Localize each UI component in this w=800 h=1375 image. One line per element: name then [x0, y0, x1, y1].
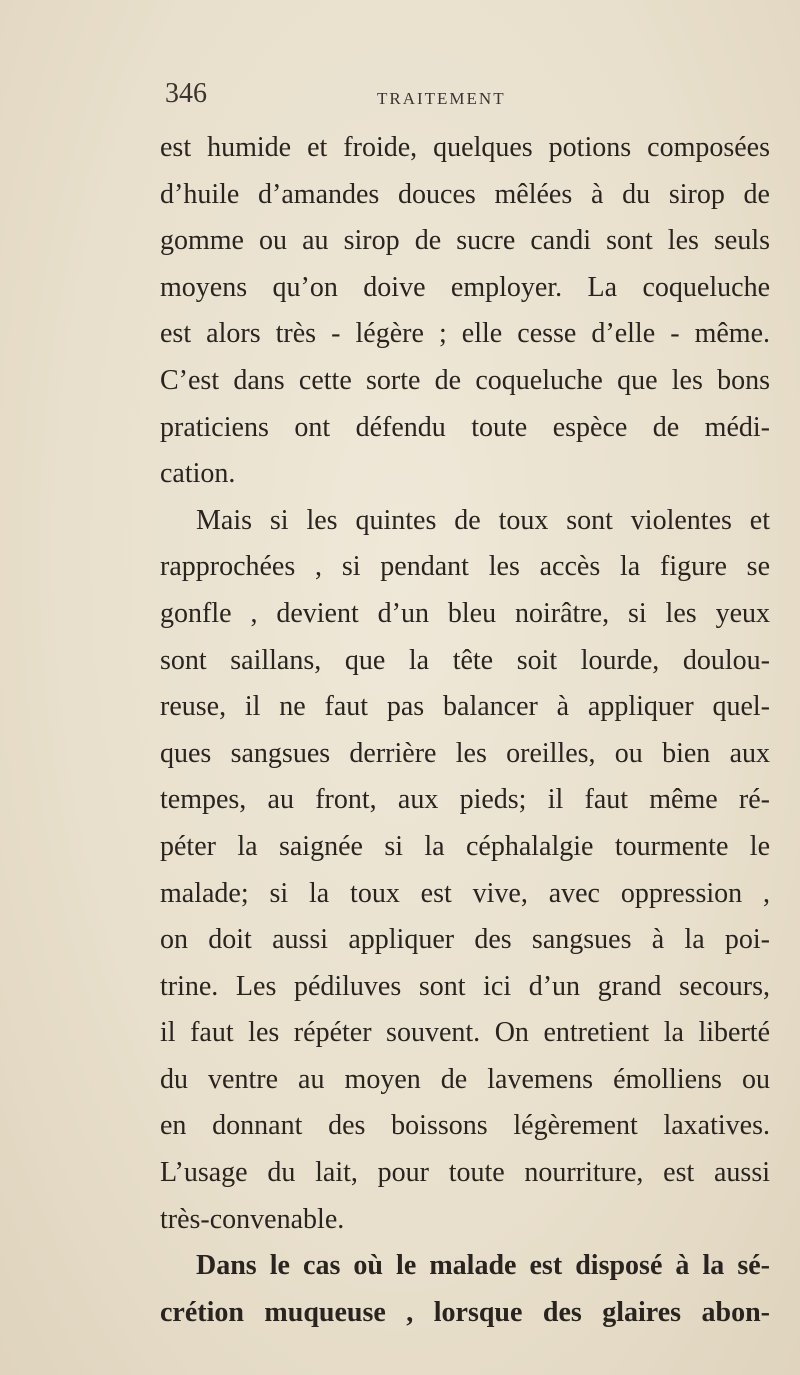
text-line: gonfle , devient d’un bleu noirâtre, si les yeux [160, 597, 770, 629]
text-line: ques sangsues derrière les oreilles, ou bien aux [160, 737, 770, 769]
page-number: 346 [165, 78, 207, 109]
text-line: du ventre au moyen de lavemens émolliens ou [160, 1063, 770, 1095]
text-line: C’est dans cette sorte de coqueluche que les bons [160, 364, 770, 396]
text-line: moyens qu’on doive employer. La coqueluche [160, 271, 770, 303]
text-line: on doit aussi appliquer des sangsues à la poi- [160, 924, 770, 956]
text-line: est humide et froide, quelques potions composées [160, 132, 770, 163]
body-text [160, 125, 770, 1336]
text-line: malade; si la toux est vive, avec oppression , [160, 877, 770, 909]
text-line: en donnant des boissons légèrement laxatives. [160, 1110, 770, 1142]
text-line: rapprochées , si pendant les accès la figure se [160, 551, 770, 583]
text-line: L’usage du lait, pour toute nourriture, est aussi [160, 1157, 770, 1189]
text-line: il faut les répéter souvent. On entretient la liberté [160, 1017, 770, 1049]
text-line: tempes, au front, aux pieds; il faut même ré- [160, 784, 770, 816]
text-line: gomme ou au sirop de sucre candi sont les seuls [160, 225, 770, 257]
text-line: praticiens ont défendu toute espèce de médi- [160, 411, 770, 443]
text-line: crétion muqueuse , lorsque des glaires abon- [160, 1296, 770, 1328]
paragraph-start-line: Dans le cas où le malade est disposé à la sé- [196, 1250, 770, 1282]
paragraph-start-line: Mais si les quintes de toux sont violentes et [196, 504, 770, 536]
text-line: sont saillans, que la tête soit lourde, doulou- [160, 644, 770, 676]
text-line: reuse, il ne faut pas balancer à appliquer quel- [160, 691, 770, 723]
text-line: est alors très - légère ; elle cesse d’elle - même. [160, 318, 770, 350]
text-line: trine. Les pédiluves sont ici d’un grand secours, [160, 970, 770, 1002]
text-line: très-convenable. [160, 1203, 345, 1235]
page-header [165, 78, 765, 112]
text-line: cation. [160, 458, 236, 490]
running-head: TRAITEMENT [377, 89, 506, 108]
text-line: péter la saignée si la céphalalgie tourmente le [160, 830, 770, 862]
text-line: d’huile d’amandes douces mêlées à du sirop de [160, 178, 770, 210]
